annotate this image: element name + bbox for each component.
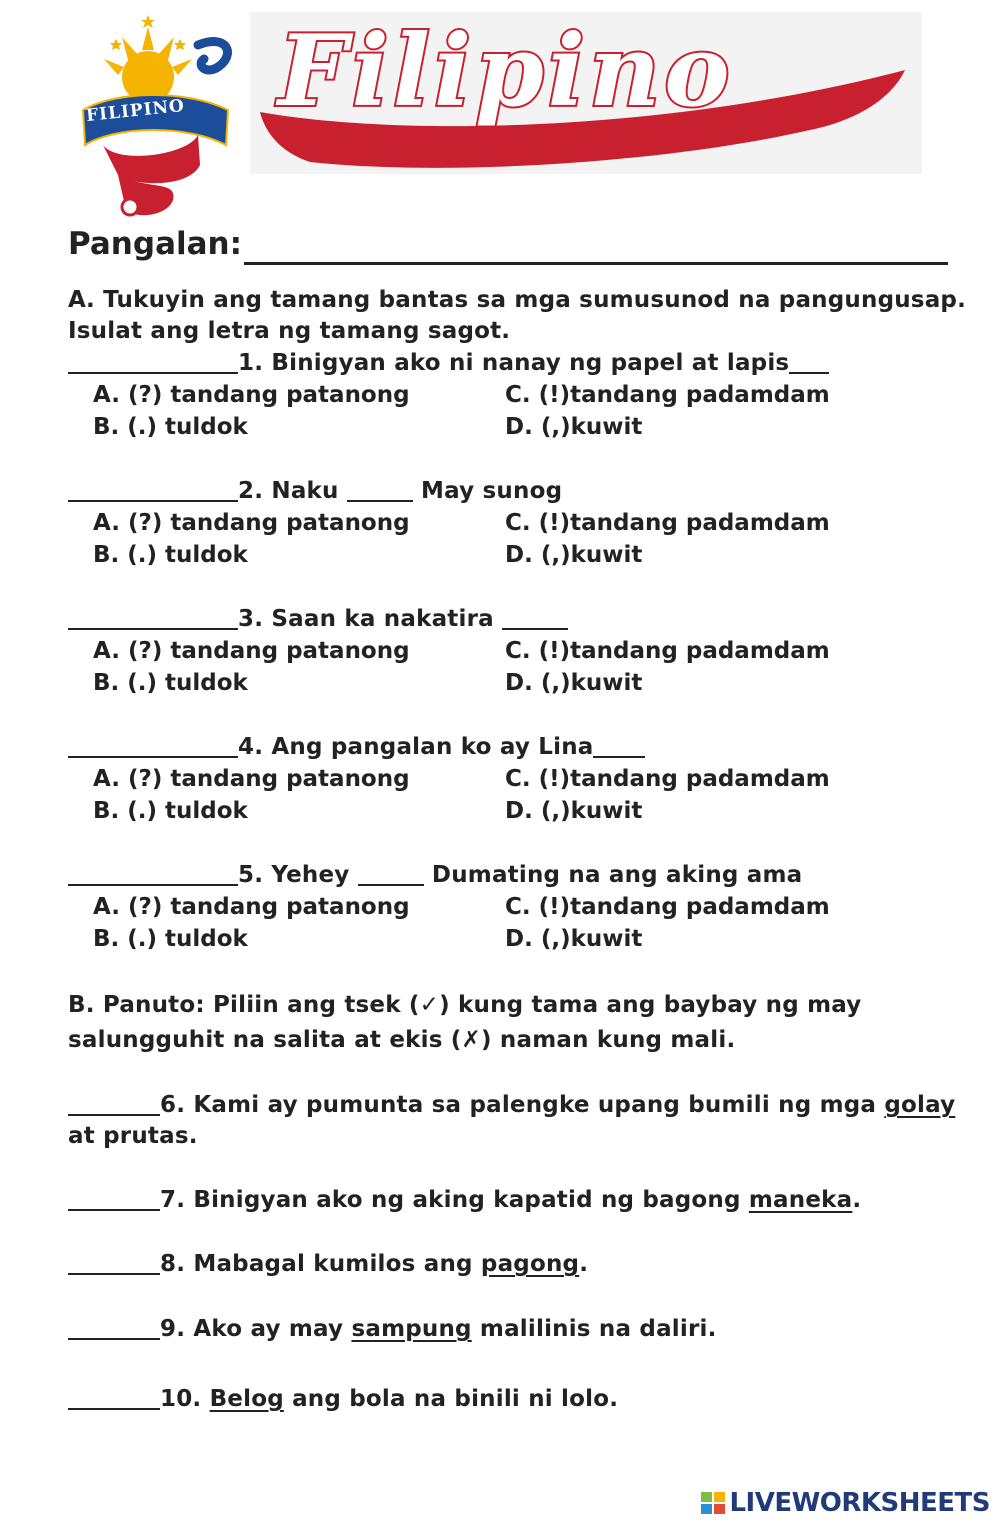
option-c: C. (!)tandang padamdam <box>505 382 830 408</box>
banner-title: Filipino <box>278 14 734 129</box>
underlined-word: Belog <box>209 1386 284 1412</box>
filipino-logo <box>78 15 238 220</box>
question-4: 4. Ang pangalan ko ay Lina <box>68 734 645 760</box>
underlined-word: sampung <box>351 1316 472 1342</box>
name-label: Pangalan: <box>68 226 242 262</box>
option-a: A. (?) tandang patanong <box>93 510 410 536</box>
section-a-instruction: A. Tukuyin ang tamang bantas sa mga sumusunod na pangungusap. <box>68 287 967 313</box>
underlined-word: maneka <box>748 1187 853 1213</box>
question-9: 9. Ako ay may sampung malilinis na daliri. <box>68 1316 717 1342</box>
punctuation-blank <box>789 354 829 374</box>
answer-blank[interactable] <box>68 738 238 758</box>
answer-blank[interactable] <box>68 866 238 886</box>
section-b-instruction-line2: salungguhit na salita at ekis (✗) naman kung mali. <box>68 1027 736 1053</box>
option-a: A. (?) tandang patanong <box>93 382 410 408</box>
option-c: C. (!)tandang padamdam <box>505 766 830 792</box>
answer-blank[interactable] <box>68 610 238 630</box>
question-5: 5. Yehey Dumating na ang aking ama <box>68 862 802 888</box>
option-d: D. (,)kuwit <box>505 670 643 696</box>
punctuation-blank <box>502 610 568 630</box>
answer-blank[interactable] <box>68 1096 160 1116</box>
option-b: B. (.) tuldok <box>93 798 248 824</box>
question-1: 1. Binigyan ako ni nanay ng papel at lapis <box>68 350 829 376</box>
answer-blank[interactable] <box>68 482 238 502</box>
punctuation-blank <box>358 866 424 886</box>
option-d: D. (,)kuwit <box>505 798 643 824</box>
option-a: A. (?) tandang patanong <box>93 766 410 792</box>
answer-blank[interactable] <box>68 1191 160 1211</box>
answer-blank[interactable] <box>68 354 238 374</box>
logo-text: FILIPINO <box>85 95 186 127</box>
option-b: B. (.) tuldok <box>93 542 248 568</box>
punctuation-blank <box>347 482 413 502</box>
option-d: D. (,)kuwit <box>505 414 643 440</box>
question-6-line2: at prutas. <box>68 1123 198 1149</box>
option-d: D. (,)kuwit <box>505 542 643 568</box>
option-b: B. (.) tuldok <box>93 670 248 696</box>
name-input-line[interactable] <box>244 262 948 265</box>
underlined-word: pagong <box>480 1251 580 1277</box>
answer-blank[interactable] <box>68 1390 160 1410</box>
answer-blank[interactable] <box>68 1320 160 1340</box>
question-8: 8. Mabagal kumilos ang pagong. <box>68 1251 588 1277</box>
option-c: C. (!)tandang padamdam <box>505 638 830 664</box>
answer-blank[interactable] <box>68 1255 160 1275</box>
question-10: 10. Belog ang bola na binili ni lolo. <box>68 1386 618 1412</box>
underlined-word: golay <box>884 1092 956 1118</box>
section-a-letter: A <box>68 287 87 313</box>
question-7: 7. Binigyan ako ng aking kapatid ng bagong maneka. <box>68 1187 861 1213</box>
option-b: B. (.) tuldok <box>93 414 248 440</box>
punctuation-blank <box>593 738 645 758</box>
question-6: 6. Kami ay pumunta sa palengke upang bumili ng mga golay <box>68 1092 955 1118</box>
option-d: D. (,)kuwit <box>505 926 643 952</box>
brand-name: LIVEWORKSHEETS <box>729 1488 990 1518</box>
question-2: 2. Naku May sunog <box>68 478 562 504</box>
option-c: C. (!)tandang padamdam <box>505 510 830 536</box>
liveworksheets-logo-icon <box>700 1490 726 1516</box>
question-3: 3. Saan ka nakatira <box>68 606 568 632</box>
option-a: A. (?) tandang patanong <box>93 894 410 920</box>
section-b-instruction: B. Panuto: Piliin ang tsek (✓) kung tama ang baybay ng may <box>68 992 862 1018</box>
name-row <box>68 226 242 262</box>
section-a-instruction-line2: Isulat ang letra ng tamang sagot. <box>68 318 511 344</box>
filipino-banner <box>250 12 922 174</box>
liveworksheets-brand[interactable] <box>700 1488 990 1518</box>
option-a: A. (?) tandang patanong <box>93 638 410 664</box>
option-c: C. (!)tandang padamdam <box>505 894 830 920</box>
option-b: B. (.) tuldok <box>93 926 248 952</box>
